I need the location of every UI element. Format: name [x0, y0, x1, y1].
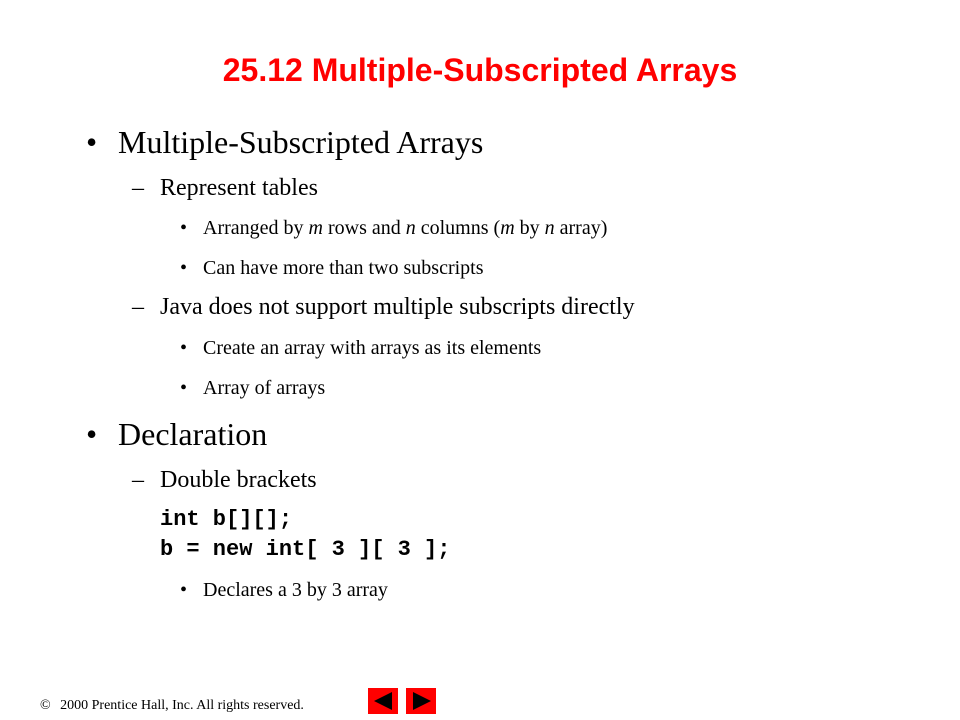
sub-sub-bullet-array-of-arrays: Array of arrays [203, 377, 326, 399]
copyright-icon: © [40, 698, 51, 713]
bullet-marker: • [86, 124, 98, 160]
previous-arrow-icon [374, 692, 392, 710]
bullet-multiple-subscripted-arrays: Multiple-Subscripted Arrays [118, 124, 484, 160]
dash-marker: – [132, 294, 144, 320]
copyright-text: 2000 Prentice Hall, Inc. All rights reserved. [60, 698, 304, 713]
dash-marker: – [132, 175, 144, 201]
code-line-declaration: int b[][]; [160, 507, 293, 532]
bullet-marker: • [180, 257, 188, 279]
bullet-marker: • [180, 217, 188, 239]
sub-sub-bullet-arranged-by-rows-columns: Arranged by m rows and n columns (m by n array) [203, 217, 608, 239]
sub-sub-bullet-more-than-two-subscripts: Can have more than two subscripts [203, 257, 484, 279]
bullet-marker: • [180, 377, 188, 399]
bullet-marker: • [180, 337, 188, 359]
next-slide-button[interactable] [406, 688, 436, 714]
sub-sub-bullet-declares-3-by-3: Declares a 3 by 3 array [203, 579, 388, 601]
sub-bullet-double-brackets: Double brackets [160, 467, 317, 493]
bullet-declaration: Declaration [118, 416, 268, 452]
copyright-footer [40, 697, 304, 715]
bullet-marker: • [86, 416, 98, 452]
sub-bullet-represent-tables: Represent tables [160, 175, 318, 201]
slide-title: 25.12 Multiple-Subscripted Arrays [222, 52, 738, 88]
bullet-marker: • [180, 579, 188, 601]
dash-marker: – [132, 467, 144, 493]
code-line-allocation: b = new int[ 3 ][ 3 ]; [160, 537, 451, 562]
previous-slide-button[interactable] [368, 688, 398, 714]
sub-sub-bullet-array-of-arrays-elements: Create an array with arrays as its elements [203, 337, 542, 359]
next-arrow-icon [413, 692, 431, 710]
sub-bullet-java-no-multiple-subscripts: Java does not support multiple subscripts directly [160, 294, 635, 320]
